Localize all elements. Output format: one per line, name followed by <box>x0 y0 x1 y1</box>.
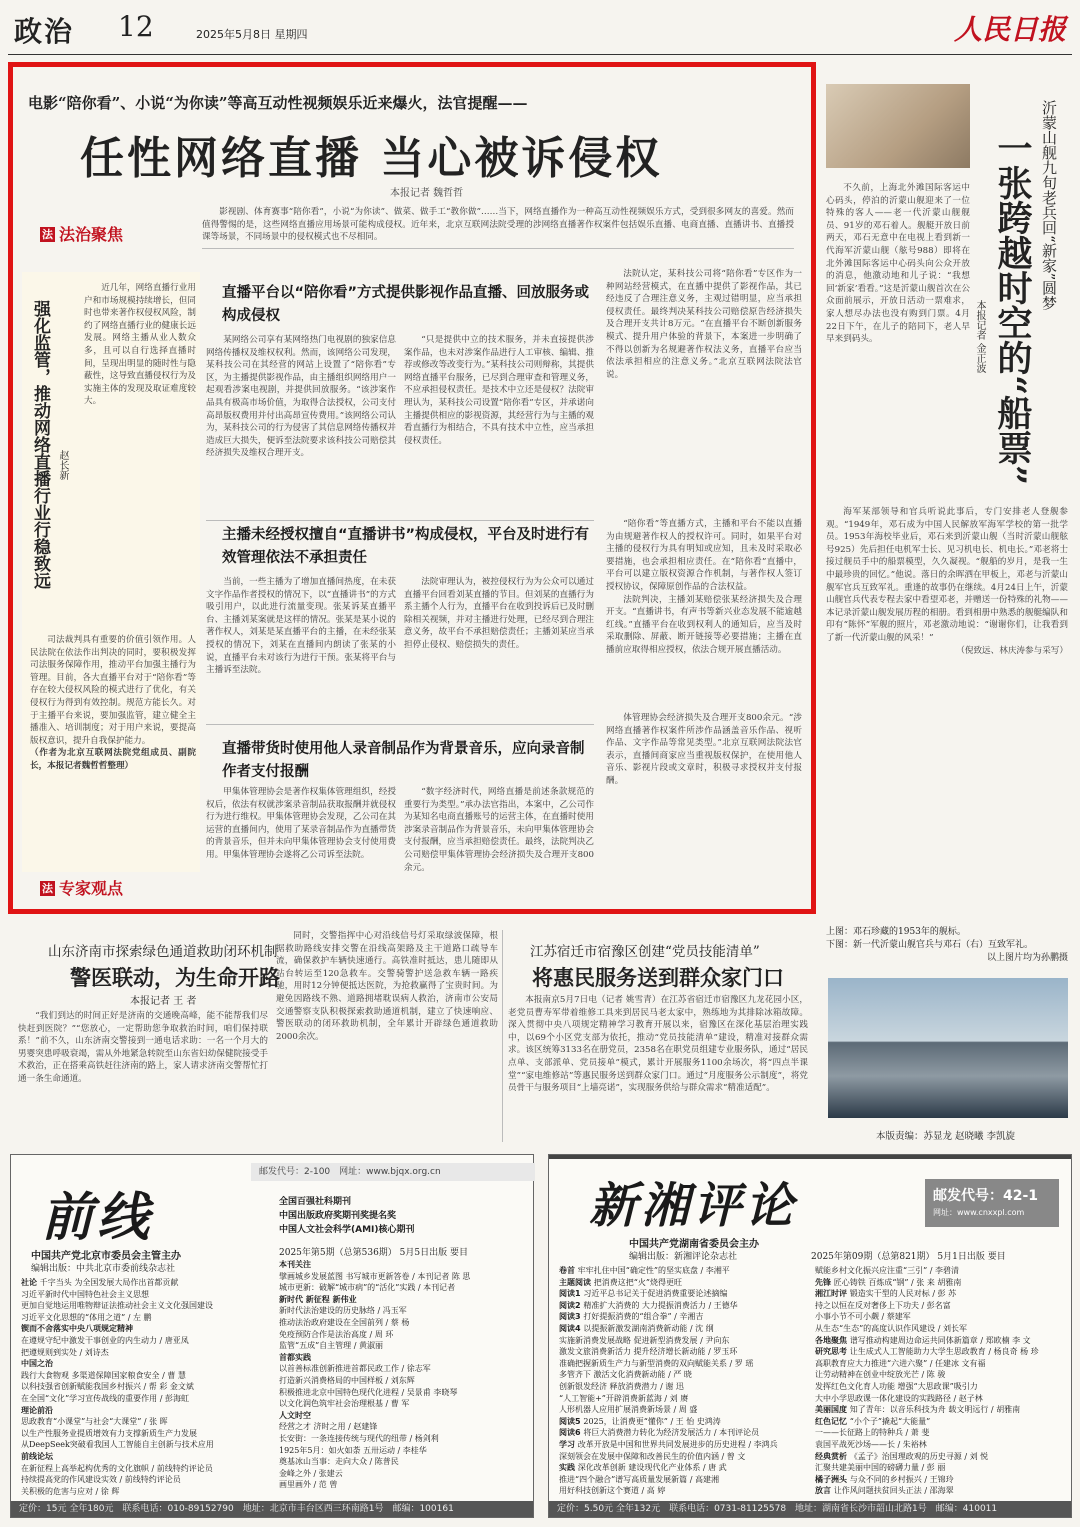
toc-item <box>21 1393 269 1405</box>
suqian-title: 将惠民服务送到群众家门口 <box>532 966 784 990</box>
toc-title: 在新征程上高举起构优秀的文化旗帜 / 前线特约评论员 <box>21 1463 213 1473</box>
toc-title: 推进“四个融合”谱写高质量发展新篇 / 高建湘 <box>559 1474 719 1484</box>
toc-item <box>21 1381 269 1393</box>
toc-item <box>279 1479 527 1491</box>
toc-title: 1925年5月：如火如荼 五卅运动 / 李桂华 <box>279 1445 427 1455</box>
toc-title: 深刻领会在发展中保障和改善民生的价值内涵 / 曾 文 <box>559 1451 746 1461</box>
toc-item <box>815 1369 1065 1381</box>
section2-text-a: 当前，一些主播为了增加直播间热度，在未获文字作品作者授权的情况下，以“直播讲书”的方式吸引用户，以此进行流量变现。张某诉某直播平台、主播刘某案就是这样的情况。张某是某小说的著作权人，刘某是某直播平台的主播，在未经张某授权的情况下，刘某在直播间内朗读了张某的小说，直播平台未对该行为进行干预。张某将平台与主播诉至法院。 <box>206 577 396 676</box>
toc-title: 赋能乡村文化振兴应注重“三引” / 李碧清 <box>815 1266 959 1275</box>
toc-item <box>21 1486 269 1495</box>
section2-col2 <box>404 576 594 704</box>
toc-heading: 主题阅读 <box>559 1277 594 1287</box>
toc-heading: 首都实践 <box>279 1352 311 1362</box>
toc-heading: 本刊关注 <box>279 1260 311 1269</box>
divider <box>206 520 594 521</box>
toc-item <box>21 1312 269 1324</box>
ticket-photo <box>826 84 970 168</box>
feature-headline: 任性网络直播 当心被诉侵权 <box>80 133 663 184</box>
toc-title: 以科技强省创新赋能我国乡村振兴 / 帮 彩 金文斌 <box>21 1382 194 1392</box>
feature-lead-text: 影视剧、体育赛事“陪你看”，小说“为你读”、做菜、做手工“教你做”……当下，网络直播作为一种高互动性视频娱乐方式，受到很多网友的喜爱。然而值得警惕的是，这些网络直播应用场景可能构成侵权。近年来，北京互联网法院受理的涉网络直播著作权案件包括娱乐直播、电商直播、直播讲书、直播授课等场景，不同场景中的侵权模式也不尽相同。 <box>202 207 794 243</box>
toc-item <box>815 1358 1065 1370</box>
tag-icon: 法 <box>42 228 53 241</box>
page-number: 12 <box>118 10 154 43</box>
divider <box>502 930 503 1142</box>
toc-item <box>21 1405 269 1417</box>
toc-title: 经营之才 济时之用 / 赵建锋 <box>279 1422 378 1432</box>
section1-col1 <box>206 334 396 514</box>
toc-item <box>559 1393 809 1405</box>
qianxian-editor: 编辑出版：中共北京市委前线杂志社 <box>31 1264 176 1274</box>
toc-item <box>559 1265 809 1277</box>
toc-item <box>21 1370 269 1382</box>
toc-title: 城市更新：破解“城市病”的“活化”实践 / 本刊记者 <box>279 1283 456 1293</box>
toc-title: 持之以恒在反对奢侈上下功夫 / 彭名富 <box>815 1300 951 1310</box>
toc-item <box>559 1311 809 1323</box>
section-name: 政治 <box>14 15 75 48</box>
suqian-kicker: 江苏宿迁市宿豫区创建“党员技能清单” <box>530 944 760 960</box>
toc-item <box>21 1451 269 1463</box>
toc-item <box>815 1311 1065 1323</box>
page-editors: 本版责编：苏显龙 赵晓曦 李凯旋 <box>876 1131 1016 1142</box>
toc-title: 实施新消费发展战略 促进新型消费发展 / 尹向东 <box>559 1335 730 1345</box>
xinxiang-toc-left <box>559 1265 809 1495</box>
section1-text-a: 某网络公司享有某网络热门电视剧的独家信息网络传播权及维权权利。然而，该网络公司发现，某科技公司在其经营的网站上设置了“陪你看”专区，为主播提供影视作品，由主播组织网络用户一起观看涉案电视剧，并提供回放服务。“该涉案作品具有极高市场价值，为取得合法授权，公司支付高昂版权费用并付出高昂宣传费用。”该网络公司认为，某科技公司的行为侵害了其信息网络传播权并造成巨大损失，便诉至法院要求该科技公司赔偿其经济损失及维权合理开支。 <box>206 335 396 459</box>
right-story-body-1 <box>826 182 970 504</box>
toc-item <box>559 1369 809 1381</box>
toc-title: 从生态“生态”的高度认识作风建设 / 刘长军 <box>815 1323 967 1333</box>
commentary-author: 赵长新 <box>57 450 68 480</box>
toc-title: 更加自觉地运用唯物辩证法推动社会主义文化强国建设 <box>21 1301 213 1311</box>
qianxian-footer: 定价：15元 全年180元 联系电话：010-89152790 地址：北京市丰台区西三环南路1号 邮编：100161 <box>11 1501 533 1517</box>
jinan-kicker: 山东济南市探索绿色通道救助闭环机制 <box>48 944 278 960</box>
toc-item <box>815 1265 1065 1277</box>
qianxian-toc-right <box>279 1259 527 1495</box>
toc-title: 2025，让消费更“懂你” / 王 怡 史鸿涛 <box>583 1416 721 1426</box>
feature-kicker: 电影“陪你看”、小说“为你读”等高互动性视频娱乐近来爆火，法官提醒—— <box>28 94 528 112</box>
toc-item <box>559 1277 809 1289</box>
tag-icon: 法 <box>42 882 53 895</box>
toc-item <box>21 1358 269 1370</box>
jinan-title: 警医联动，为生命开路 <box>70 966 280 990</box>
toc-title: 多管齐下 激活文化消费新动能 / 严 晓 <box>559 1370 692 1380</box>
toc-item <box>815 1300 1065 1312</box>
section1-text-b: “只是提供中立的技术服务，并未直接提供涉案作品，也未对涉案作品进行人工审核、编辑、推荐或修改等改变行为。”某科技公司则辩称，其提供网络直播平台服务，已尽到合理审查和管理义务，不应承担侵权责任。是技术中立还是侵权？法院审理认为，某科技公司设置“陪你看”专区，并承诺向主播提供相应的影视资源，其经营行为与主播的观看直播行为相结合，不具有技术中立性，应当承担侵权责任。 <box>404 335 594 446</box>
section3-col2 <box>404 786 594 902</box>
toc-title: 用好科技创新这个赛道 / 高 婷 <box>559 1486 666 1495</box>
toc-title: “人工智能+”开辟消费新蓝海 / 刘 赓 <box>559 1393 689 1403</box>
toc-item <box>559 1381 809 1393</box>
toc-item <box>279 1445 527 1457</box>
toc-title: 与众不同的乡村振兴 / 王锦玲 <box>849 1474 954 1484</box>
toc-heading: 先锋 <box>815 1277 834 1287</box>
newspaper-logo: 人民日报 <box>953 13 1066 46</box>
toc-title: 习近平文化思想的“体用之道” / 左 鹏 <box>21 1312 152 1322</box>
top-bar <box>549 1155 1071 1159</box>
subhead-2: 主播未经授权擅自“直播讲书”构成侵权，平台及时进行有效管理依法不承担责任 <box>222 527 590 566</box>
xinxiang-issue: 2025年第09期（总第821期） 5月1日出版 要目 <box>811 1252 1006 1262</box>
toc-title: 奠基冰山当事：走向大众 / 陈普民 <box>279 1457 399 1467</box>
toc-title: 长安街：一条连接传统与现代的纽带 / 杨剑利 <box>279 1433 439 1443</box>
toc-item <box>279 1433 527 1445</box>
toc-title: 改革开放是中国和世界共同发展进步的历史进程 / 李鸿兵 <box>577 1439 778 1449</box>
qianxian-issue: 2025年第5期（总第536期） 5月5日出版 要目 <box>279 1248 468 1258</box>
suqian-text: 本报南京5月7日电（记者 姚雪青）在江苏省宿迁市宿豫区九龙花园小区，老党员曹寿军带着维修工具来到居民马老太家中，熟练地为其排除冰箱故障。深入贯彻中央八项规定精神学习教育开展以来，宿豫区在深化基层治理实践中，以69个小区党支部为依托，推动“党员技能清单”建设，精准对接群众需求。该区统筹3133名在册党员，2358名在职党员组建专业服务队，通过“居民点单、支部派单、党员接单”模式，累计开展服务1100余场次，将“四点半课堂”“家电维修站”等惠民服务送到群众家门口。通过“月度服务公示制度”，将党员骨干与服务项目“上墙亮诺”，实现服务供给与群众需求“精准适配”。 <box>508 995 808 1094</box>
toc-heading: 新时代 新征程 新伟业 <box>279 1294 357 1304</box>
toc-item <box>559 1462 809 1474</box>
toc-item <box>279 1352 527 1364</box>
feature-lead <box>202 206 794 244</box>
right-story-signoff: （倪致远、林庆涛参与采写） <box>956 645 1068 656</box>
toc-item <box>279 1456 527 1468</box>
toc-heading: 橘子洲头 <box>815 1474 850 1484</box>
toc-title: 关积极的危害与应对 / 徐 辉 <box>21 1486 120 1495</box>
toc-title: 思政教育“小课堂”与社会“大课堂” / 张 晖 <box>21 1417 168 1427</box>
divider <box>206 724 594 725</box>
toc-item <box>815 1335 1065 1347</box>
law-focus-label: 法治聚焦 <box>59 225 124 244</box>
honor-1: 全国百强社科期刊 <box>279 1197 352 1207</box>
toc-item <box>815 1451 1065 1463</box>
toc-heading: 社论 <box>21 1278 40 1287</box>
toc-item <box>279 1387 527 1399</box>
feature-byline: 本报记者 魏哲哲 <box>390 188 464 199</box>
commentary-signature: （作者为北京互联网法院党组成员、副院长，本报记者魏哲哲整理） <box>30 748 196 771</box>
section1-col2 <box>404 334 594 514</box>
toc-item <box>815 1462 1065 1474</box>
toc-item <box>279 1363 527 1375</box>
toc-item <box>279 1317 527 1329</box>
commentary-body <box>30 634 196 866</box>
toc-item <box>279 1294 527 1306</box>
toc-title: 画里画外 / 范 曾 <box>279 1480 338 1490</box>
toc-item <box>279 1282 527 1294</box>
toc-title: 匠心铸铁 百炼成“钢” / 张 来 胡雅南 <box>833 1277 962 1287</box>
issue-date: 2025年5月8日 星期四 <box>196 28 308 41</box>
xinxiang-toc-right <box>815 1265 1065 1495</box>
toc-item <box>559 1404 809 1416</box>
toc-item <box>21 1439 269 1451</box>
xinxiang-publisher: 中国共产党湖南省委员会主办 <box>629 1239 759 1250</box>
toc-item <box>21 1323 269 1335</box>
toc-title: 谱写推动构建周边命运共同体新篇章 / 郑欧楠 李 文 <box>849 1335 1031 1345</box>
toc-item <box>815 1474 1065 1486</box>
toc-title: 以首善标准创新推进首都民政工作 / 徐志军 <box>279 1364 431 1374</box>
toc-item <box>279 1259 527 1271</box>
section3-col3 <box>606 712 802 902</box>
right-story-text-1: 不久前，上海北外滩国际客运中心码头，停泊的沂蒙山舰迎来了一位特殊的客人——老一代沂蒙山舰舰员、91岁的邓石着人。舰艇开放日前两天，邓石无意中在电视上看到新一代海军沂蒙山舰（舷号988）即将在北外滩国际客运中心码头向公众开放的消息，他激动地和儿子说：“我想回‘新家’看看。”这是沂蒙山舰首次在公众面前展示，开放日活动一票难求，家人想尽办法也没有购到门票。4月22日下午，在儿子的陪同下，老人早早来到码头。 <box>826 183 970 345</box>
toc-item <box>815 1346 1065 1358</box>
commentary-intro-text: 近几年，网络直播行业用户和市场规模持续增长，但同时也带来著作权侵权风险，制约了网络直播行业的健康长远发展。网络主播从业人数众多，且可以自行选择直播时间，呈现出明显的随时性与隐蔽性，这导致直播侵权行为及实施主体的发现及取证难度较大。 <box>84 283 196 407</box>
qianxian-postal-bar <box>251 1163 535 1181</box>
toc-title: 小事小节不可小觑 / 蔡建军 <box>815 1312 911 1322</box>
toc-title: 大中小学思政课一体化建设的实践路径 / 赵子林 <box>815 1393 983 1403</box>
toc-title: 擘画城乡发展蓝图 书写城市更新答卷 / 本刊记者 陈 思 <box>279 1271 471 1281</box>
toc-item <box>559 1358 809 1370</box>
jinan-body-2 <box>276 930 498 1140</box>
toc-title: “小个子”撬起“大能量” <box>849 1416 931 1426</box>
toc-item <box>279 1398 527 1410</box>
toc-title: 把遵规则到实处 / 刘诗杰 <box>21 1347 109 1357</box>
toc-heading: 卷首 <box>559 1266 578 1275</box>
qianxian-toc-left <box>21 1277 269 1495</box>
toc-item <box>21 1277 269 1289</box>
subhead-3: 直播带货时使用他人录音制品作为背景音乐，应向录音制作者支付报酬 <box>222 741 585 780</box>
xinxiang-logo: 新湘评论 <box>589 1178 798 1234</box>
toc-title: 袁国平战死沙场——长 / 朱裕林 <box>815 1439 927 1449</box>
toc-title: 在遵规守纪中激发干事创业的内生动力 / 唐亚凤 <box>21 1335 189 1345</box>
section1-text-c: 法院认定，某科技公司将“陪你看”专区作为一种网站经营模式，在直播中提供了影视作品，其已经违反了合理注意义务，主观过错明显，应当承担侵权责任。最终判决某科技公司赔偿原告经济损失及合理开支共计8万元。“在直播平台不断创新服务模式、提升用户体验的背景下，本案进一步明确了不得以创新为名规避著作权法义务，直播平台应当依法承担相应的注意义务。”北京互联网法院法官说。 <box>606 269 802 380</box>
toc-title: 精准扩大消费的 大力提振消费活力 / 王德华 <box>583 1300 738 1310</box>
toc-title: 让生成式人工智能助力大学生思政教育 / 杨良奇 杨 珍 <box>849 1347 1039 1357</box>
photo-caption <box>826 926 1068 965</box>
toc-item <box>279 1468 527 1480</box>
xinxiang-editor: 编辑出版：新湘评论杂志社 <box>629 1252 738 1262</box>
section2-col1 <box>206 576 396 704</box>
caption-credit: 以上图片均为孙鹏摄 <box>986 953 1068 963</box>
toc-item <box>21 1474 269 1486</box>
section1-text-d: “陪你看”等直播方式，主播和平台不能以直播为由规避著作权人的授权许可。同时，如果平台对主播的侵权行为具有明知或应知，且未及时采取必要措施，也会承担相应责任。在“陪你看”直播中，平台可以建立版权资源合作机制，与著作权人签订授权协议，保障原创作品的合法权益。 <box>606 519 802 592</box>
jinan-text: “我们到达的时间正好是济南的交通晚高峰，能不能帮我们尽快赶到医院？”“您放心，一定帮助您争取救治时间，咱们保持联系！”前不久，山东济南交警接到一通电话求助：一名一个月大的男婴突患呼吸衰竭，需从外地紧急转院至山东省妇幼保健院接受手术救治，正在搭乘高铁赶往济南的路上，家人请求济南交警帮忙打通一条生命通道。 <box>18 1011 268 1084</box>
xinxiang-website: 网址：www.cnxxpl.com <box>933 1208 1025 1217</box>
toc-title: 推动法治政府建设在全国前列 / 蔡 杨 <box>279 1317 410 1327</box>
commentary-title: 强化监管，推动网络直播行业行稳致远 <box>30 300 50 589</box>
toc-heading: 阅读1 <box>559 1289 584 1299</box>
toc-item <box>279 1329 527 1341</box>
toc-item <box>279 1375 527 1387</box>
toc-heading: 阅读2 <box>559 1300 584 1310</box>
xinxiang-postal-box <box>925 1179 1059 1227</box>
toc-item <box>815 1288 1065 1300</box>
toc-heading: 阅读5 <box>559 1416 584 1426</box>
toc-heading: 经典赏析 <box>815 1451 850 1461</box>
toc-title: 激发文旅消费新活力 提升经济增长新动能 / 罗玉环 <box>559 1347 738 1357</box>
toc-item <box>21 1428 269 1440</box>
toc-title: 知了青年：以音乐科技为舟 载文明远行 / 胡雅南 <box>849 1405 1021 1415</box>
xinxiang-footer: 定价：5.50元 全年132元 联系电话：0731-81125578 地址：湖南省长沙市韶山北路1号 邮编：410011 <box>549 1501 1071 1517</box>
qianxian-publisher: 中国共产党北京市委员会主管主办 <box>31 1251 181 1262</box>
toc-title: 一——长征路上的特种兵 / 萧 斐 <box>815 1428 930 1438</box>
toc-item <box>815 1404 1065 1416</box>
toc-item <box>279 1271 527 1283</box>
toc-title: 高职教育应大力推进“六进六聚” / 任建冰 文有福 <box>815 1358 986 1368</box>
toc-item <box>559 1300 809 1312</box>
toc-item <box>559 1451 809 1463</box>
toc-item <box>21 1416 269 1428</box>
toc-item <box>21 1347 269 1359</box>
toc-item <box>21 1300 269 1312</box>
toc-heading: 美丽国度 <box>815 1405 850 1415</box>
toc-title: 让作风问题扶贫回头正法 / 邵海翠 <box>833 1486 954 1495</box>
expert-view-tag <box>40 876 123 899</box>
toc-heading: 实践 <box>559 1463 578 1473</box>
toc-title: 汇聚共建美丽中国的磅礴力量 / 彭 丽 <box>815 1463 946 1473</box>
toc-item <box>559 1335 809 1347</box>
toc-title: 将巨大消费潜力转化为经济发展活力 / 本刊评论员 <box>583 1428 760 1438</box>
toc-item <box>815 1416 1065 1428</box>
toc-title: 千字当头 为全国发展大局作出首都贡献 <box>39 1278 179 1287</box>
subhead-1: 直播平台以“陪你看”方式提供影视作品直播、回放服务或构成侵权 <box>222 285 590 324</box>
toc-title: 准确把握新质生产力与新型消费的双向赋能关系 / 罗 瑶 <box>559 1358 754 1368</box>
caption-top: 上图：邓石珍藏的1953年的舰标。 <box>826 927 966 937</box>
xinxiang-ad <box>548 1154 1072 1518</box>
suqian-body <box>508 994 808 1140</box>
toc-title: 在全国“文化”学习宣传战线的重要作用 / 彭海虹 <box>21 1393 189 1403</box>
qianxian-postcode: 邮发代号：2-100 <box>259 1167 331 1177</box>
toc-title: 习近平新时代中国特色社会主义思想 <box>21 1289 149 1299</box>
section2-text-b: 法院审理认为，被控侵权行为为公众可以通过直播平台回看刘某直播的节目。但刘某的直播行为系主播个人行为，直播平台在收到投诉后已及时删除相关视频，并对主播进行处理，已经尽到合理注意义务，故平台不承担赔偿责任；主播刘某应当承担停止侵权、赔偿损失的责任。 <box>404 577 594 650</box>
toc-title: 发挥红色文化育人功能 增强“大思政课”吸引力 <box>815 1381 978 1391</box>
toc-heading: 湘江时评 <box>815 1289 850 1299</box>
caption-bottom: 下图：新一代沂蒙山舰官兵与邓石（右）互致军礼。 <box>826 940 1034 950</box>
toc-item <box>815 1323 1065 1335</box>
jinan-body <box>18 1010 268 1140</box>
toc-title: 让劳动精神在创业中绽放光芒 / 陈 骏 <box>815 1370 946 1380</box>
section3-text-b: “数字经济时代，网络直播是前述条款规范的重要行为类型。”承办法官指出，本案中，乙公司作为某知名电商直播账号的运营主体，在直播时使用涉案录音制品作为背景音乐，未向甲集体管理协会支付报酬，应当承担赔偿责任。最终，法院判决乙公司赔偿甲集体管理协会经济损失及合理开支800余元。 <box>404 787 594 873</box>
qianxian-logo: 前线 <box>41 1187 154 1248</box>
toc-title: 人形机器人应用扩展消费新场景 / 周 盛 <box>559 1405 698 1415</box>
toc-title: 金峰之外 / 张建云 <box>279 1468 343 1478</box>
toc-heading: 阅读4 <box>559 1323 584 1333</box>
navy-ceremony-photo <box>828 978 1068 1118</box>
toc-item <box>559 1323 809 1335</box>
section3-col1 <box>206 786 396 902</box>
toc-title: 以生产性服务业提质增效有力支撑新质生产力发展 <box>21 1428 197 1438</box>
right-story-kicker: 沂蒙山舰九旬老兵回“新家”圆梦 <box>1040 100 1058 311</box>
toc-heading: 人文时空 <box>279 1410 311 1420</box>
toc-item <box>279 1340 527 1352</box>
toc-item <box>559 1346 809 1358</box>
right-story-body-2 <box>826 506 1068 922</box>
toc-title: 打造新兴消费格局的中国样板 / 刘东辉 <box>279 1375 415 1385</box>
toc-heading: 红色记忆 <box>815 1416 850 1426</box>
toc-title: 深化改革创新 建设现代化产业体系 / 唐 武 <box>577 1463 727 1473</box>
toc-title: 监管“五成”自主管理 / 黄淑丽 <box>279 1341 383 1351</box>
toc-item <box>815 1485 1065 1495</box>
toc-heading: 中国之治 <box>21 1359 53 1369</box>
divider <box>202 248 794 249</box>
jinan-byline: 本报记者 王 者 <box>130 996 197 1007</box>
toc-item <box>559 1485 809 1495</box>
toc-item <box>559 1416 809 1428</box>
toc-heading: 理论前沿 <box>21 1405 53 1415</box>
toc-heading: 阅读3 <box>559 1312 584 1322</box>
section3-text-a: 甲集体管理协会是著作权集体管理组织，经授权后，依法有权就涉案录音制品获取报酬并就侵权行为进行维权。甲集体管理协会发现，乙公司在其运营的直播间内，使用了某录音制品作为直播带货的背景音乐，但并未向甲集体管理协会支付使用费用。甲集体管理协会遂将乙公司诉至法院。 <box>206 787 396 860</box>
toc-title: 把消费这把“火”烧得更旺 <box>593 1277 682 1287</box>
toc-title: 从DeepSeek突破看我国人工智能自主创新与技术应用 <box>21 1440 214 1450</box>
toc-heading: 锲而不舍落实中央八项规定精神 <box>21 1324 133 1334</box>
right-story-text-2: 海军某部领导和官兵听说此事后，专门安排老人登舰参观。“1949年，邓石成为中国人民解放军海军学校的第一批学员。1953年海校毕业后，邓石来到沂蒙山舰（当时沂蒙山舰舷号925）先后担任电机军士长、见习机电长、机电长。”邓老将士接过舰员手中的船票模型，久久凝视。“舰船的岁月，是我一生中最珍贵的回忆。”他说。落日的余晖洒在甲板上，邓老与沂蒙山舰军官兵互致军礼。重逢的故事仍在继续。4月24日上午，沂蒙山舰官兵代表专程去家中看望邓老，并赠送一份特殊的礼物——本记录沂蒙山舰发展历程的相册。看到相册中熟悉的舰艇编队和印有“陈怀”军舰的照片，邓老激动地说：“谢谢你们，让我看到了新一代沂蒙山舰的风采！” <box>826 507 1068 643</box>
toc-title: 新时代法治建设的历史脉络 / 冯玉军 <box>279 1306 407 1316</box>
toc-item <box>21 1335 269 1347</box>
toc-title: 免疫预防合作是法治高度 / 周 环 <box>279 1329 394 1339</box>
section2-col3 <box>606 518 802 704</box>
toc-title: 以文化润色筑牢社会治理根基 / 曹 军 <box>279 1399 410 1409</box>
toc-item <box>279 1305 527 1317</box>
toc-item <box>559 1474 809 1486</box>
toc-item <box>559 1439 809 1451</box>
toc-item <box>559 1288 809 1300</box>
toc-item <box>815 1393 1065 1405</box>
xinxiang-postcode: 邮发代号：42-1 <box>933 1188 1039 1204</box>
toc-heading: 阅读6 <box>559 1428 584 1438</box>
toc-item <box>21 1289 269 1301</box>
section3-text-c: 体管理协会经济损失及合理开支800余元。“涉网络直播著作权案件所涉作品涵盖音乐作品、视听作品、文字作品等常见类型。”北京互联网法院法官表示，直播间商家应当重视版权保护，在使用他人音乐、影视片段或文章时，积极寻求授权并支付报酬。 <box>606 713 802 786</box>
toc-title: 牢牢扎住中国“确定性”的坚实底盘 / 李湘平 <box>577 1266 730 1275</box>
toc-title: 打好提振消费的“组合拳” / 辛湘吉 <box>583 1312 704 1322</box>
toc-item <box>279 1410 527 1422</box>
toc-item <box>815 1381 1065 1393</box>
toc-title: 锻造实干型的人民对标 / 彭 苏 <box>849 1289 957 1299</box>
toc-title: 以提振新激发湖南消费新动能 / 沈 纲 <box>583 1323 714 1333</box>
right-story-byline: 本报记者 金正波 <box>974 300 985 374</box>
toc-title: 创新银发经济 释放消费潜力 / 谢 迅 <box>559 1381 684 1391</box>
law-focus-tag <box>40 222 123 245</box>
toc-title: 践行大食物观 多渠道保障国家粮食安全 / 曹 慧 <box>21 1370 186 1380</box>
qianxian-ad <box>10 1154 534 1518</box>
toc-heading: 放言 <box>815 1486 834 1495</box>
toc-item <box>559 1427 809 1439</box>
toc-heading: 前线论坛 <box>21 1451 53 1461</box>
toc-item <box>815 1427 1065 1439</box>
commentary-intro <box>84 282 196 632</box>
toc-title: 《孟子》治国理政观的历史寻源 / 刘 悦 <box>849 1451 989 1461</box>
section2-text-c: 法院判决，主播刘某赔偿张某经济损失及合理开支。“直播讲书，有声书等新兴业态发展不能逾越红线。”直播平台在收到权利人的通知后，应当及时采取删除、屏蔽、断开链接等必要措施；主播在直播前应取得相应授权，依法合规开展直播活动。 <box>606 594 802 655</box>
page-masthead <box>8 4 1072 55</box>
commentary-body-text: 司法裁判具有重要的价值引领作用。人民法院在依法作出判决的同时，要积极发挥司法服务保障作用，推动平台加强主播行为管理。目前，各大直播平台对于“陪你看”等存在较大侵权风险的模式进行了优化，有关侵权行为得到有效控制。规范方能长久。对于主播平台来说，要加强监管，建立健全主播准入、培训制度；对于用户来说，要提高版权意识，提升自我保护能力。 <box>30 635 196 746</box>
toc-title: 积极推进北京中国特色现代化进程 / 吴景甫 李晓琴 <box>279 1387 458 1397</box>
toc-item <box>21 1463 269 1475</box>
section1-col3 <box>606 268 802 514</box>
honor-2: 中国出版政府奖期刊奖提名奖 <box>279 1211 397 1221</box>
honor-3: 中国人文社会科学(AMI)核心期刊 <box>279 1225 415 1235</box>
qianxian-website: 网址：www.bjqx.org.cn <box>339 1167 441 1177</box>
toc-heading: 学习 <box>559 1439 578 1449</box>
toc-heading: 各地聚焦 <box>815 1335 850 1345</box>
toc-heading: 研究思考 <box>815 1347 850 1357</box>
toc-item <box>815 1439 1065 1451</box>
toc-title: 习近平总书记关于促进消费重要论述摘编 <box>583 1289 728 1299</box>
toc-title: 持续提高党的作风建设实效 / 前线特约评论员 <box>21 1475 181 1485</box>
right-story-title: 一张跨越时空的“船票” <box>992 130 1033 486</box>
jinan-text-2: 同时，交警指挥中心对沿线信号灯采取绿波保障，根据救助路线安排交警在沿线高架路及主干道路口疏导车流，确保救护车辆快速通行。高铁准时抵达，患儿随即从站台转运至120急救车。交警骑警护送急救车辆一路疾驰，用时12分钟便抵达医院，为抢救赢得了宝贵时间。为避免因路线不熟、道路拥堵耽误病人救治，济南市公安局交通警察支队积极探索救助通道机制，建立了快速响应、警医联动的闭环救助机制，全年累计开辟绿色通道救助2000余次。 <box>276 931 498 1042</box>
qianxian-honors <box>279 1195 415 1237</box>
toc-item <box>815 1277 1065 1289</box>
toc-item <box>279 1421 527 1433</box>
expert-view-label: 专家观点 <box>59 879 124 898</box>
